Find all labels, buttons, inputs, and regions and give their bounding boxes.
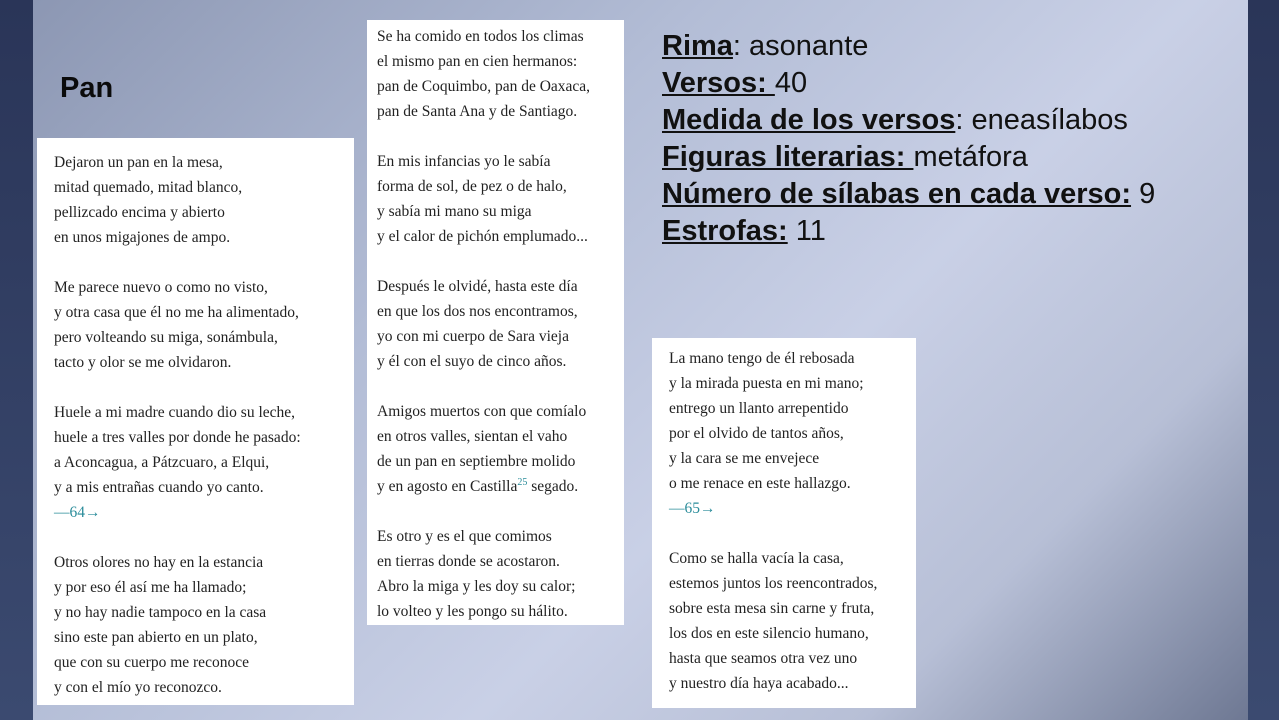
verse-line: pan de Coquimbo, pan de Oaxaca, bbox=[377, 78, 591, 95]
analysis-label: Versos: bbox=[662, 67, 775, 99]
verse-line: y él con el suyo de cinco años. bbox=[377, 353, 567, 370]
verse-line: hasta que seamos otra vez uno bbox=[669, 650, 858, 667]
verse-line: En mis infancias yo le sabía bbox=[377, 153, 551, 170]
analysis-sep: : bbox=[955, 104, 972, 136]
analysis-sep bbox=[1131, 178, 1139, 210]
verse-line: lo volteo y les pongo su hálito. bbox=[377, 603, 568, 620]
verse-line: Dejaron un pan en la mesa, bbox=[54, 154, 223, 171]
page-marker-link[interactable]: —64→ bbox=[54, 504, 101, 521]
verse-line: entrego un llanto arrepentido bbox=[669, 400, 849, 417]
stanza bbox=[377, 524, 624, 624]
verse-line: y la cara se me envejece bbox=[669, 450, 820, 467]
verse-line: pero volteando su miga, sonámbula, bbox=[54, 329, 278, 346]
verse-line: sobre esta mesa sin carne y fruta, bbox=[669, 600, 875, 617]
analysis-label: Medida de los versos bbox=[662, 104, 956, 136]
verse-text: segado. bbox=[527, 478, 579, 495]
verse-line: La mano tengo de él rebosada bbox=[669, 350, 855, 367]
stanza bbox=[669, 546, 916, 696]
left-edge-band bbox=[0, 0, 33, 720]
analysis-label: Estrofas: bbox=[662, 215, 788, 247]
verse-line: Como se halla vacía la casa, bbox=[669, 550, 844, 567]
stanza bbox=[54, 275, 354, 375]
analysis-value: asonante bbox=[749, 30, 869, 62]
verse-line: y con el mío yo reconozco. bbox=[54, 679, 222, 696]
poem-panel-1 bbox=[37, 138, 354, 705]
stanza bbox=[377, 24, 624, 124]
page-marker-link[interactable]: —65→ bbox=[669, 500, 716, 517]
verse-line: o me renace en este hallazgo. bbox=[669, 475, 851, 492]
verse-line: en que los dos nos encontramos, bbox=[377, 303, 578, 320]
verse-line: Abro la miga y les doy su calor; bbox=[377, 578, 576, 595]
analysis-value: eneasílabos bbox=[971, 104, 1128, 136]
verse-line: pellizcado encima y abierto bbox=[54, 204, 225, 221]
verse-line: Huele a mi madre cuando dio su leche, bbox=[54, 404, 296, 421]
verse-line: y el calor de pichón emplumado... bbox=[377, 228, 588, 245]
analysis-row-versos bbox=[662, 65, 1155, 102]
analysis-row-medida bbox=[662, 102, 1155, 139]
analysis-value: 11 bbox=[795, 215, 826, 247]
analysis-label: Número de sílabas en cada verso: bbox=[662, 178, 1132, 210]
right-edge-band bbox=[1248, 0, 1279, 720]
analysis-sep: : bbox=[732, 30, 750, 62]
verse-line: de un pan en septiembre molido bbox=[377, 453, 576, 470]
verse-line: a Aconcagua, a Pátzcuaro, a Elqui, bbox=[54, 454, 270, 471]
verse-line: Después le olvidé, hasta este día bbox=[377, 278, 578, 295]
verse-line: los dos en este silencio humano, bbox=[669, 625, 869, 642]
verse-line: tacto y olor se me olvidaron. bbox=[54, 354, 232, 371]
verse-line-footnoted bbox=[377, 474, 624, 499]
verse-line: y la mirada puesta en mi mano; bbox=[669, 375, 864, 392]
analysis-value: 40 bbox=[774, 67, 808, 99]
verse-line: yo con mi cuerpo de Sara vieja bbox=[377, 328, 569, 345]
verse-line: pan de Santa Ana y de Santiago. bbox=[377, 103, 578, 120]
stanza bbox=[54, 150, 354, 250]
verse-line: estemos juntos los reencontrados, bbox=[669, 575, 878, 592]
stanza bbox=[54, 400, 354, 525]
analysis-value: 9 bbox=[1139, 178, 1156, 210]
verse-line: y sabía mi mano su miga bbox=[377, 203, 532, 220]
verse-line: huele a tres valles por donde he pasado: bbox=[54, 429, 301, 446]
poem-panel-2 bbox=[367, 20, 624, 625]
stanza bbox=[54, 550, 354, 700]
verse-line: Es otro y es el que comimos bbox=[377, 528, 552, 545]
verse-line: y no hay nadie tampoco en la casa bbox=[54, 604, 267, 621]
stanza bbox=[377, 274, 624, 374]
verse-line: en unos migajones de ampo. bbox=[54, 229, 231, 246]
verse-text: y en agosto en Castilla bbox=[377, 478, 518, 495]
verse-line: Otros olores no hay en la estancia bbox=[54, 554, 264, 571]
verse-line: por el olvido de tantos años, bbox=[669, 425, 844, 442]
verse-line: mitad quemado, mitad blanco, bbox=[54, 179, 243, 196]
verse-line: Me parece nuevo o como no visto, bbox=[54, 279, 268, 296]
analysis-row-figuras bbox=[662, 139, 1155, 176]
analysis-label: Figuras literarias: bbox=[662, 141, 914, 173]
verse-line: Amigos muertos con que comíalo bbox=[377, 403, 587, 420]
stanza bbox=[377, 149, 624, 249]
verse-line: en tierras donde se acostaron. bbox=[377, 553, 560, 570]
footnote-link[interactable]: 25 bbox=[517, 476, 528, 488]
verse-line: forma de sol, de pez o de halo, bbox=[377, 178, 567, 195]
verse-line: y otra casa que él no me ha alimentado, bbox=[54, 304, 299, 321]
analysis-label: Rima bbox=[662, 30, 733, 62]
stanza bbox=[377, 399, 624, 499]
verse-line: en otros valles, sientan el vaho bbox=[377, 428, 568, 445]
analysis-sep bbox=[788, 215, 796, 247]
verse-line: y nuestro día haya acabado... bbox=[669, 675, 849, 692]
stanza bbox=[669, 346, 916, 521]
poem-panel-3 bbox=[652, 338, 916, 708]
verse-line: Se ha comido en todos los climas bbox=[377, 28, 584, 45]
verse-line: y por eso él así me ha llamado; bbox=[54, 579, 247, 596]
verse-line: y a mis entrañas cuando yo canto. bbox=[54, 479, 264, 496]
analysis-row-silabas bbox=[662, 176, 1155, 213]
analysis-row-estrofas bbox=[662, 213, 1155, 250]
poem-analysis bbox=[662, 28, 1155, 250]
verse-line: que con su cuerpo me reconoce bbox=[54, 654, 249, 671]
slide-title: Pan bbox=[60, 72, 114, 104]
verse-line: sino este pan abierto en un plato, bbox=[54, 629, 258, 646]
verse-line: el mismo pan en cien hermanos: bbox=[377, 53, 578, 70]
analysis-row-rima bbox=[662, 28, 1155, 65]
analysis-value: metáfora bbox=[913, 141, 1028, 173]
